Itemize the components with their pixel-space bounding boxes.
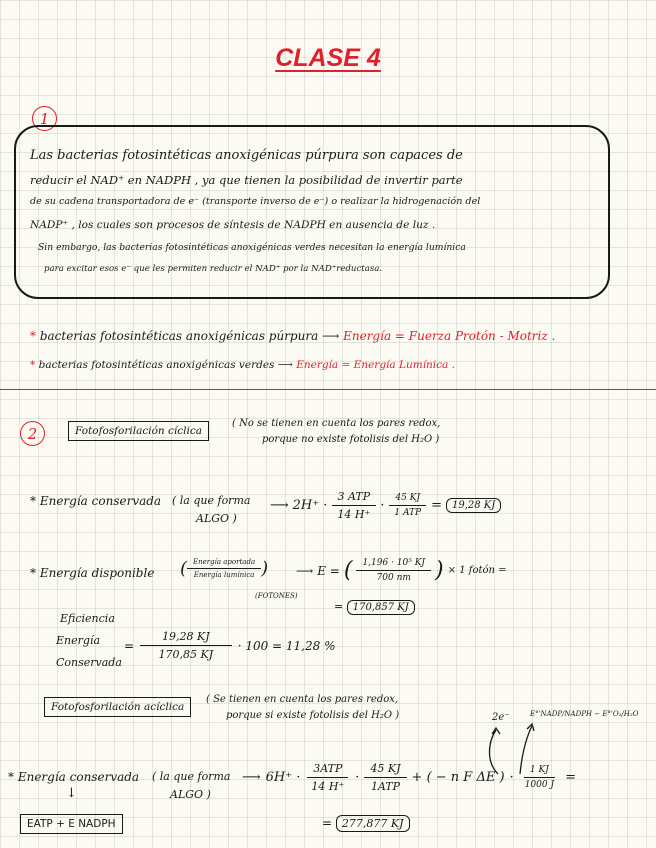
conservada2-equation: ⟶ 6H⁺ · $\frac{\text{3ATP}}{14 H^+}$ · $\frac{45 KJ}{\text{1ATP}}$ + ( − n F ΔE ) · $\frac{1 KJ}{1000 J}$ = [242, 762, 576, 793]
definition-line-2: reducir el NAD⁺ en NADPH , ya que tienen la posibilidad de invertir parte [30, 173, 463, 187]
down-arrow-icon: ↓ [66, 786, 77, 801]
disponible-fotones: (FOTONES) [255, 592, 298, 600]
definition-line-5: Sin embargo, las bacterias fotosintéticas anoxigénicas verdes necesitan la energía lumínica [38, 242, 466, 253]
eficiencia-label-2: Energía [56, 634, 100, 647]
aciclica-note-1: ( Se tienen en cuenta los pares redox, [206, 694, 399, 705]
conservada-equation: ⟶ 2H⁺ · $\frac{\text{3 ATP}}{14 H^+}$ · $\frac{45 KJ}{\text{1 ATP}}$ = 19,28 KJ [270, 490, 501, 521]
result-box: 277,877 KJ [336, 815, 410, 832]
conservada-paren-1: ( la que forma [172, 494, 251, 507]
conservada2-paren-1: ( la que forma [152, 770, 231, 783]
bullet-result: Energía = Fuerza Protón - Motriz . [343, 329, 556, 343]
definition-line-1: Las bacterias fotosintéticas anoxigénicas púrpura son capaces de [30, 148, 463, 163]
conservada2-label: * Energía conservada [8, 770, 140, 784]
definition-line-3: de su cadena transportadora de e⁻ (transporte inverso de e⁻) o realizar la hidrogenación del [30, 196, 481, 207]
disponible-label: * Energía disponible [30, 566, 155, 580]
arrow-icon: ⟶ [277, 359, 293, 371]
fraction-kj-atp: $\frac{45 KJ}{\text{1ATP}}$ [364, 762, 406, 793]
disponible-inner: ( $\frac{\text{Energía aportada}}{\text{Energía lumínica}}$ ) [180, 558, 269, 579]
bullet-text: bacterias fotosintéticas anoxigénicas púrpura [39, 329, 319, 343]
arrow-icon: ⟶ [242, 770, 261, 785]
potential-label: E°'NADP/NADPH − E°'O₂/H₂O [530, 710, 639, 718]
eficiencia-label-3: Conservada [56, 656, 122, 669]
bullet-purpura [30, 329, 555, 343]
bullet-star: * [30, 494, 36, 508]
conservada-label: * Energía conservada [30, 494, 162, 508]
fraction-eficiencia: $\frac{19,28 KJ}{170,85 KJ}$ [140, 630, 232, 661]
bullet-star: * [30, 566, 36, 580]
disponible-equation: ⟶ E = ( $\frac{\text{1,196 · 10⁵ KJ}}{700 nm}$ ) × 1 fotón = [296, 558, 507, 583]
eficiencia-equation: = $\frac{19,28 KJ}{170,85 KJ}$ · 100 = 11,28 % [124, 630, 336, 661]
fraction-aportada-luminica: $\frac{\text{Energía aportada}}{\text{Energía lumínica}}$ [187, 558, 261, 579]
sum-box: EATP + E NADPH [20, 814, 123, 834]
section-divider [0, 389, 656, 390]
fraction-energia-foton: $\frac{\text{1,196 · 10⁵ KJ}}{700 nm}$ [356, 558, 431, 583]
bullet-verdes [30, 359, 455, 371]
arrow-icon: ⟶ [270, 498, 289, 513]
ciclica-label-box: Fotofosforilación cíclica [68, 421, 209, 441]
eficiencia-label-1: Eficiencia [60, 612, 115, 625]
result-box: 19,28 KJ [446, 498, 501, 513]
section-1-number: 1 [32, 106, 57, 131]
ciclica-note-1: ( No se tienen en cuenta los pares redox, [232, 418, 441, 429]
conservada2-paren-2: ALGO ) [170, 788, 211, 801]
definition-line-6: para excitar esos e⁻ que les permiten reducir el NAD⁺ por la NAD⁺reductasa. [44, 264, 383, 274]
ciclica-note-2: porque no existe fotolisis del H₂O ) [262, 434, 440, 445]
fraction-atp-h: $\frac{\text{3 ATP}}{14 H^+}$ [331, 490, 376, 521]
conservada-paren-2: ALGO ) [196, 512, 237, 525]
redox-term: + ( − n F ΔE ) [411, 770, 505, 785]
conservada2-result: = 277,877 KJ [322, 816, 410, 830]
disponible-result: = 170,857 KJ [334, 600, 415, 613]
aciclica-note-2: porque si existe fotolisis del H₂O ) [226, 710, 400, 721]
aciclica-label-box: Fotofosforilación acíclica [44, 697, 191, 717]
fraction-kj-j: $\frac{1 KJ}{1000 J}$ [524, 765, 555, 790]
bullet-result: Energía = Energía Lumínica . [296, 359, 455, 371]
fraction-kj-atp: $\frac{45 KJ}{\text{1 ATP}}$ [388, 493, 427, 518]
bullet-star: * [30, 359, 36, 371]
arrow-icon: ⟶ [322, 329, 340, 343]
bullet-text: bacterias fotosintéticas anoxigénicas verdes [38, 359, 275, 371]
fraction-atp-h: $\frac{\text{3ATP}}{14 H^+}$ [305, 762, 350, 793]
arrow-icon: ⟶ [296, 563, 314, 578]
bullet-star: * [30, 329, 36, 343]
electrons-label: 2e⁻ [492, 712, 510, 723]
page-title: CLASE 4 [275, 44, 381, 72]
definition-line-4: NADP⁺ , los cuales son procesos de síntesis de NADPH en ausencia de luz . [30, 219, 436, 231]
result-box: 170,857 KJ [347, 600, 415, 615]
section-2-number: 2 [20, 421, 45, 446]
bullet-star: * [8, 770, 14, 784]
